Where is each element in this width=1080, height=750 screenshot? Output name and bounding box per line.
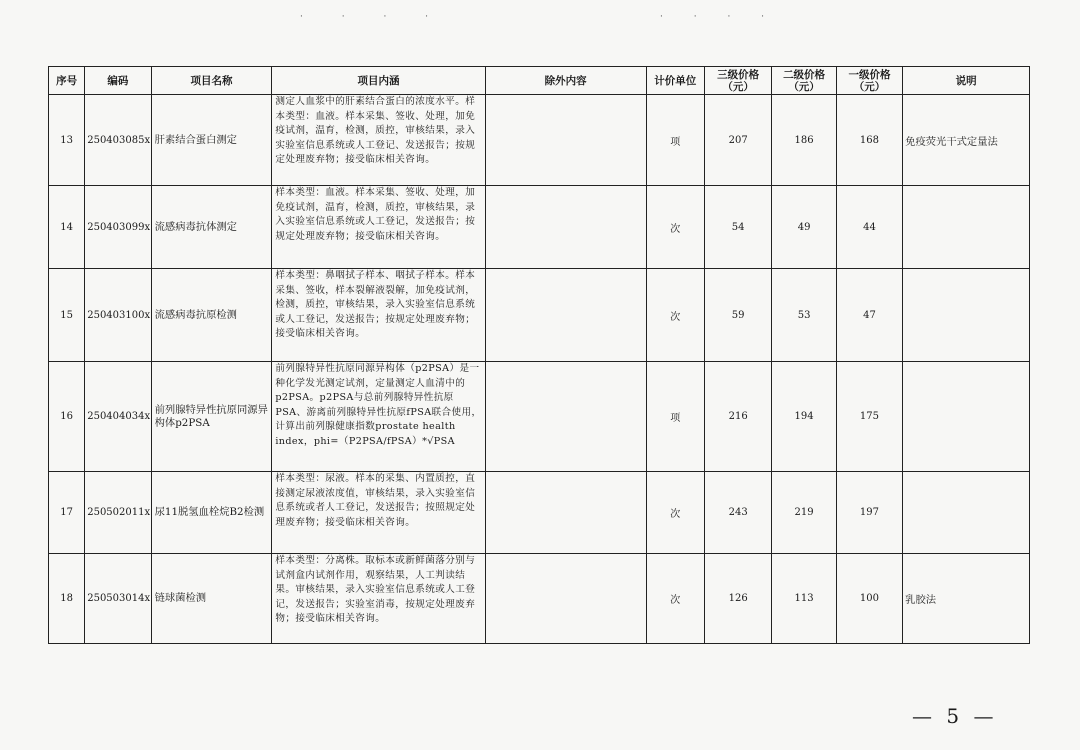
cell-price1: 44 bbox=[836, 186, 902, 269]
cell-name: 前列腺特异性抗原同源异构体p2PSA bbox=[151, 362, 272, 472]
cell-unit: 次 bbox=[646, 186, 704, 269]
cell-price2: 219 bbox=[772, 472, 836, 554]
cell-exclusion bbox=[485, 95, 646, 186]
cell-note bbox=[903, 472, 1030, 554]
cell-exclusion bbox=[485, 186, 646, 269]
cell-unit: 项 bbox=[646, 362, 704, 472]
cell-content: 样本类型：分离株。取标本或新鲜菌落分别与试剂盒内试剂作用，观察结果，人工判读结果。审核结果，录入实验室信息系统或人工登记，发送报告；实验室消毒，按规定处理废弃物；接受临床相关咨询。 bbox=[272, 554, 485, 644]
table-header-row bbox=[49, 67, 1030, 95]
cell-price1: 175 bbox=[836, 362, 902, 472]
cell-unit: 项 bbox=[646, 95, 704, 186]
cell-seq: 15 bbox=[49, 269, 85, 362]
scan-artifact: · · · · bbox=[300, 12, 447, 22]
cell-exclusion bbox=[485, 554, 646, 644]
cell-seq: 16 bbox=[49, 362, 85, 472]
cell-price2: 113 bbox=[772, 554, 836, 644]
cell-seq: 13 bbox=[49, 95, 85, 186]
cell-price3: 59 bbox=[704, 269, 771, 362]
cell-unit: 次 bbox=[646, 554, 704, 644]
cell-note bbox=[903, 269, 1030, 362]
cell-price3: 207 bbox=[704, 95, 771, 186]
cell-name: 链球菌检测 bbox=[151, 554, 272, 644]
cell-name: 流感病毒抗体测定 bbox=[151, 186, 272, 269]
cell-price2: 194 bbox=[772, 362, 836, 472]
cell-name: 尿11脱氢血栓烷B2检测 bbox=[151, 472, 272, 554]
cell-content: 样本类型：血液。样本采集、签收、处理，加免疫试剂，温育，检测，质控，审核结果，录入实验室信息系统或人工登记，发送报告；按规定处理废弃物；接受临床相关咨询。 bbox=[272, 186, 485, 269]
cell-code: 250403099x bbox=[85, 186, 151, 269]
cell-note bbox=[903, 186, 1030, 269]
cell-code: 250502011x bbox=[85, 472, 151, 554]
cell-seq: 14 bbox=[49, 186, 85, 269]
header-price3: 三级价格 （元） bbox=[704, 67, 771, 95]
table-row bbox=[49, 269, 1030, 362]
cell-exclusion bbox=[485, 362, 646, 472]
table-row bbox=[49, 472, 1030, 554]
cell-unit: 次 bbox=[646, 472, 704, 554]
cell-note: 乳胶法 bbox=[903, 554, 1030, 644]
cell-code: 250404034x bbox=[85, 362, 151, 472]
cell-exclusion bbox=[485, 472, 646, 554]
fee-schedule-table bbox=[48, 66, 1030, 644]
header-exclusion: 除外内容 bbox=[485, 67, 646, 95]
header-note: 说明 bbox=[903, 67, 1030, 95]
cell-price1: 197 bbox=[836, 472, 902, 554]
cell-note bbox=[903, 362, 1030, 472]
cell-content: 样本类型：鼻咽拭子样本、咽拭子样本。样本采集、签收，样本裂解液裂解，加免疫试剂，检测，质控，审核结果，录入实验室信息系统或人工登记，发送报告；按规定处理废弃物；接受临床相关咨询。 bbox=[272, 269, 485, 362]
table-row bbox=[49, 554, 1030, 644]
header-price2: 二级价格 （元） bbox=[772, 67, 836, 95]
header-unit: 计价单位 bbox=[646, 67, 704, 95]
header-code: 编码 bbox=[85, 67, 151, 95]
page-number: — 5 — bbox=[912, 704, 998, 728]
table-row bbox=[49, 95, 1030, 186]
cell-price1: 168 bbox=[836, 95, 902, 186]
cell-price3: 126 bbox=[704, 554, 771, 644]
scan-artifact: · · · · bbox=[660, 12, 779, 22]
cell-exclusion bbox=[485, 269, 646, 362]
cell-price2: 49 bbox=[772, 186, 836, 269]
cell-price3: 216 bbox=[704, 362, 771, 472]
cell-note: 免疫荧光干式定量法 bbox=[903, 95, 1030, 186]
cell-name: 流感病毒抗原检测 bbox=[151, 269, 272, 362]
header-seq: 序号 bbox=[49, 67, 85, 95]
cell-unit: 次 bbox=[646, 269, 704, 362]
cell-price2: 186 bbox=[772, 95, 836, 186]
cell-price1: 47 bbox=[836, 269, 902, 362]
cell-content: 测定人血浆中的肝素结合蛋白的浓度水平。样本类型：血液。样本采集、签收、处理，加免疫试剂，温育，检测，质控，审核结果，录入实验室信息系统或人工登记、发送报告；按规定处理废弃物；接受临床相关咨询。 bbox=[272, 95, 485, 186]
cell-seq: 18 bbox=[49, 554, 85, 644]
header-price1: 一级价格 （元） bbox=[836, 67, 902, 95]
header-name: 项目名称 bbox=[151, 67, 272, 95]
cell-content: 样本类型：尿液。样本的采集、内置质控，直接测定尿液浓度值，审核结果，录入实验室信息系统或者人工登记，发送报告；按照规定处理废弃物；接受临床相关咨询。 bbox=[272, 472, 485, 554]
cell-name: 肝素结合蛋白测定 bbox=[151, 95, 272, 186]
table-row bbox=[49, 362, 1030, 472]
cell-content: 前列腺特异性抗原同源异构体（p2PSA）是一种化学发光测定试剂，定量测定人血清中的p2PSA。p2PSA与总前列腺特异性抗原PSA、游离前列腺特异性抗原fPSA联合使用，计算出前列腺健康指数prostate health index，phi=（P2PSA/fPSA）*√PSA bbox=[272, 362, 485, 472]
table-row bbox=[49, 186, 1030, 269]
cell-code: 250503014x bbox=[85, 554, 151, 644]
cell-code: 250403100x bbox=[85, 269, 151, 362]
header-content: 项目内涵 bbox=[272, 67, 485, 95]
cell-price2: 53 bbox=[772, 269, 836, 362]
cell-seq: 17 bbox=[49, 472, 85, 554]
cell-code: 250403085x bbox=[85, 95, 151, 186]
cell-price3: 54 bbox=[704, 186, 771, 269]
cell-price3: 243 bbox=[704, 472, 771, 554]
cell-price1: 100 bbox=[836, 554, 902, 644]
